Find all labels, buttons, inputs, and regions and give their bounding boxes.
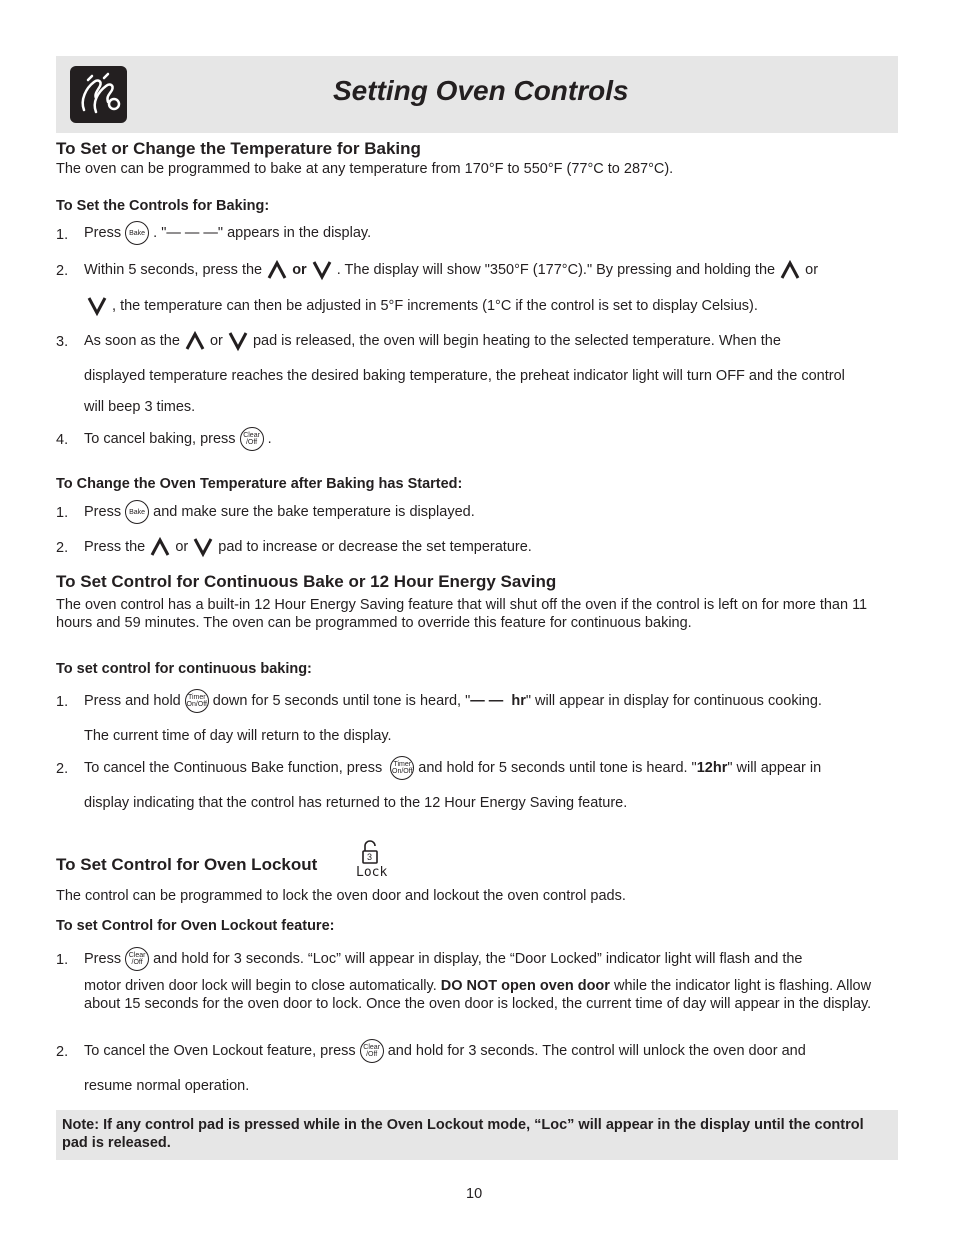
step-baking-3-line3: will beep 3 times. <box>84 399 196 415</box>
step-number: 1. <box>56 952 69 968</box>
step-number: 2. <box>56 761 69 777</box>
section-heading-baking: To Set or Change the Temperature for Baking <box>56 139 421 158</box>
subheading-set-controls: To Set the Controls for Baking: <box>56 198 270 214</box>
step-baking-2-cont: , the temperature can then be adjusted in 5°F increments (1°C if the control is set to display Celsius). <box>86 295 758 317</box>
section-heading-continuous-bake: To Set Control for Continuous Bake or 12 Hour Energy Saving <box>56 572 557 591</box>
step-lockout-2-line2: resume normal operation. <box>84 1078 250 1094</box>
timer-on-off-pad-icon: Timer On/Off <box>390 756 414 780</box>
step-lockout-1: Press Clear /Off and hold for 3 seconds. “Loc” will appear in display, the “Door Locked” indicator light will flash and the <box>84 947 803 971</box>
clear-off-pad-icon: Clear /Off <box>240 427 264 451</box>
up-arrow-icon <box>266 259 288 281</box>
step-number: 2. <box>56 1044 69 1060</box>
down-arrow-icon <box>227 330 249 352</box>
up-arrow-icon <box>184 330 206 352</box>
step-number: 2. <box>56 540 69 556</box>
step-baking-3-line2: displayed temperature reaches the desired baking temperature, the preheat indicator light will turn OFF and the control <box>84 368 845 384</box>
step-number: 1. <box>56 505 69 521</box>
step-continuous-2-line2: display indicating that the control has returned to the 12 Hour Energy Saving feature. <box>84 795 628 811</box>
note-text: Note: If any control pad is pressed while in the Oven Lockout mode, “Loc” will appear in the display until the control pad is released. <box>62 1117 864 1151</box>
step-continuous-1: Press and hold Timer On/Off down for 5 seconds until tone is heard, "— — hr" will appear in display for continuous cooking. <box>84 689 822 713</box>
step-number: 2. <box>56 263 69 279</box>
step-baking-4: To cancel baking, press Clear /Off . <box>84 427 272 451</box>
page-number: 10 <box>466 1186 483 1202</box>
step-change-1: Press Bake and make sure the bake temperature is displayed. <box>84 500 475 524</box>
step-number: 3. <box>56 334 69 350</box>
lock-pad-icon: 3 Lock <box>355 838 391 882</box>
clear-off-pad-icon: Clear /Off <box>360 1039 384 1063</box>
step-lockout-2: To cancel the Oven Lockout feature, press Clear /Off and hold for 3 seconds. The control will unlock the oven door and <box>84 1039 806 1063</box>
up-arrow-icon <box>779 259 801 281</box>
baking-intro: The oven can be programmed to bake at any temperature from 170°F to 550°F (77°C to 287°C). <box>56 161 674 177</box>
step-number: 1. <box>56 694 69 710</box>
subheading-lockout-feature: To set Control for Oven Lockout feature: <box>56 918 335 934</box>
step-number: 1. <box>56 227 69 243</box>
step-number: 4. <box>56 432 69 448</box>
clear-off-pad-icon: Clear /Off <box>125 947 149 971</box>
down-arrow-icon <box>311 259 333 281</box>
up-arrow-icon <box>149 536 171 558</box>
subheading-continuous-baking: To set control for continuous baking: <box>56 661 312 677</box>
step-baking-3: As soon as the or pad is released, the oven will begin heating to the selected temperature. When the <box>84 330 781 352</box>
subheading-change-temp: To Change the Oven Temperature after Baking has Started: <box>56 476 463 492</box>
section-heading-oven-lockout: To Set Control for Oven Lockout <box>56 855 318 874</box>
step-baking-2: Within 5 seconds, press the or . The display will show "350°F (177°C)." By pressing and holding the or <box>84 259 818 281</box>
down-arrow-icon <box>192 536 214 558</box>
step-lockout-1-cont: motor driven door lock will begin to close automatically. DO NOT open oven door while the indicator light is flashing. Allow about 15 seconds for the oven door to lock. Once the oven door is locked, the current time of day will appear in the display. <box>84 978 872 1012</box>
step-change-2: Press the or pad to increase or decrease the set temperature. <box>84 536 532 558</box>
step-baking-1: Press Bake . "— — —" appears in the display. <box>84 221 371 245</box>
timer-on-off-pad-icon: Timer On/Off <box>185 689 209 713</box>
bake-pad-icon: Bake <box>125 500 149 524</box>
oven-hands-logo-icon <box>70 66 127 123</box>
step-continuous-1-line2: The current time of day will return to the display. <box>84 728 392 744</box>
lockout-intro: The control can be programmed to lock the oven door and lockout the oven control pads. <box>56 888 626 904</box>
step-continuous-2: To cancel the Continuous Bake function, press Timer On/Off and hold for 5 seconds until tone is heard. "12hr" will appear in <box>84 756 821 780</box>
bake-pad-icon: Bake <box>125 221 149 245</box>
continuous-bake-intro: The oven control has a built-in 12 Hour Energy Saving feature that will shut off the oven if the control is left on for more than 11 hours and 59 minutes. The oven can be programmed to override this feature for continuous baking. <box>56 597 868 631</box>
page-title: Setting Oven Controls <box>333 75 629 106</box>
down-arrow-icon <box>86 295 108 317</box>
